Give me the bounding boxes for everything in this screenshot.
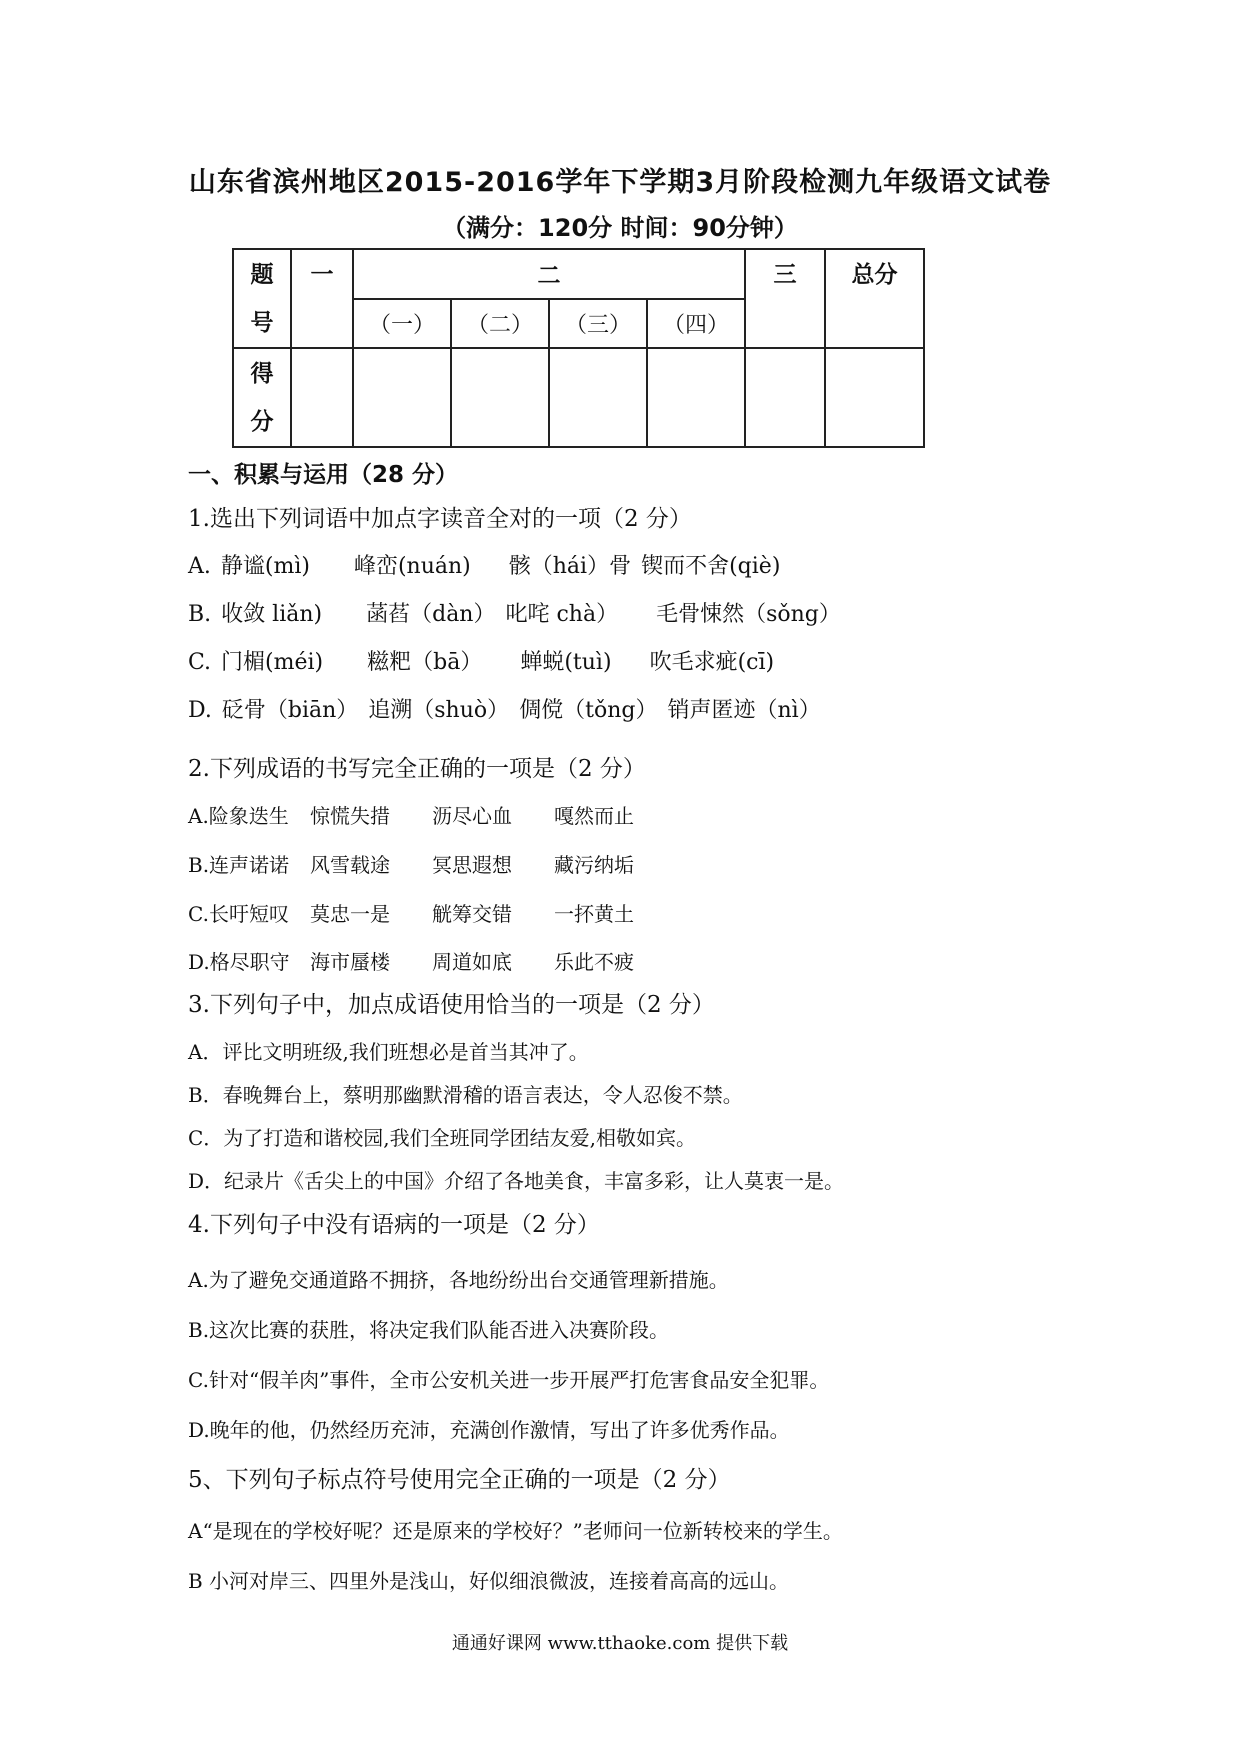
row-label-score: 得 分 bbox=[233, 348, 291, 447]
q3-option-a: A．评比文明班级,我们班想必是首当其冲了。 bbox=[188, 1040, 589, 1064]
q1-option-a: A. 静谧(mì) 峰峦(nuán) 骸（hái）骨 锲而不舍(qiè) bbox=[188, 554, 781, 579]
q5-stem: 5、下列句子标点符号使用完全正确的一项是（2 分） bbox=[188, 1467, 731, 1493]
q4-option-d: D.晚年的他，仍然经历充沛，充满创作激情，写出了许多优秀作品。 bbox=[188, 1418, 790, 1442]
q4-option-a: A.为了避免交通道路不拥挤，各地纷纷出台交通管理新措施。 bbox=[188, 1268, 729, 1292]
footer-download-note: 通通好课网 www.tthaoke.com 提供下载 bbox=[451, 1633, 789, 1654]
q2-stem: 2.下列成语的书写完全正确的一项是（2 分） bbox=[188, 756, 646, 782]
score-cell-2-2[interactable] bbox=[451, 348, 549, 447]
score-cell-2-3[interactable] bbox=[549, 348, 647, 447]
q3-option-c: C．为了打造和谐校园,我们全班同学团结友爱,相敬如宾。 bbox=[188, 1126, 697, 1150]
col-part-2: 二 bbox=[353, 249, 745, 299]
exam-subtitle: （满分：120分 时间：90分钟） bbox=[442, 214, 798, 242]
col-part-2-sub-3: （三） bbox=[549, 299, 647, 349]
score-cell-1[interactable] bbox=[291, 348, 353, 447]
q1-option-c: C. 门楣(méi) 糍粑（bā） 蝉蜕(tuì) 吹毛求疵(cī) bbox=[188, 650, 775, 675]
q2-option-c: C.长吁短叹 莫忠一是 觥筹交错 一抔黄土 bbox=[188, 902, 634, 926]
score-cell-2-4[interactable] bbox=[647, 348, 745, 447]
q3-stem: 3.下列句子中，加点成语使用恰当的一项是（2 分） bbox=[188, 992, 715, 1018]
q3-option-b: B．春晚舞台上，蔡明那幽默滑稽的语言表达，令人忍俊不禁。 bbox=[188, 1083, 743, 1107]
q4-option-c: C.针对“假羊肉”事件，全市公安机关进一步开展严打危害食品安全犯罪。 bbox=[188, 1368, 830, 1392]
q2-option-b: B.连声诺诺 风雪载途 冥思遐想 藏污纳垢 bbox=[188, 853, 634, 877]
score-cell-total[interactable] bbox=[825, 348, 924, 447]
q1-option-d: D. 砭骨（biān） 追溯（shuò） 倜傥（tǒng） 销声匿迹（nì） bbox=[188, 698, 821, 723]
row-label-question: 题 号 bbox=[233, 249, 291, 348]
col-part-2-sub-1: （一） bbox=[353, 299, 451, 349]
col-part-2-sub-2: （二） bbox=[451, 299, 549, 349]
score-cell-2-1[interactable] bbox=[353, 348, 451, 447]
col-total: 总分 bbox=[825, 249, 924, 348]
q2-option-d: D.格尽职守 海市蜃楼 周道如底 乐此不疲 bbox=[188, 950, 634, 974]
col-part-2-sub-4: （四） bbox=[647, 299, 745, 349]
q2-option-a: A.险象迭生 惊慌失措 沥尽心血 嘎然而止 bbox=[188, 804, 634, 828]
col-part-1: 一 bbox=[291, 249, 353, 348]
score-table bbox=[232, 248, 925, 448]
q5-option-b: B 小河对岸三、四里外是浅山，好似细浪微波，连接着高高的远山。 bbox=[188, 1569, 790, 1593]
score-cell-3[interactable] bbox=[745, 348, 825, 447]
col-part-3: 三 bbox=[745, 249, 825, 348]
section-heading: 一、积累与运用（28 分） bbox=[188, 462, 459, 488]
q1-option-b: B. 收敛 liǎn) 菡萏（dàn） 叱咤 chà） 毛骨悚然（sǒng） bbox=[188, 602, 841, 627]
q4-option-b: B.这次比赛的获胜，将决定我们队能否进入决赛阶段。 bbox=[188, 1318, 670, 1342]
exam-title: 山东省滨州地区2015-2016学年下学期3月阶段检测九年级语文试卷 bbox=[188, 167, 1052, 198]
q3-option-d: D．纪录片《舌尖上的中国》介绍了各地美食，丰富多彩，让人莫衷一是。 bbox=[188, 1169, 845, 1193]
q1-stem: 1.选出下列词语中加点字读音全对的一项（2 分） bbox=[188, 506, 692, 532]
q4-stem: 4.下列句子中没有语病的一项是（2 分） bbox=[188, 1212, 600, 1238]
q5-option-a: A“是现在的学校好呢？还是原来的学校好？”老师问一位新转校来的学生。 bbox=[188, 1519, 843, 1543]
